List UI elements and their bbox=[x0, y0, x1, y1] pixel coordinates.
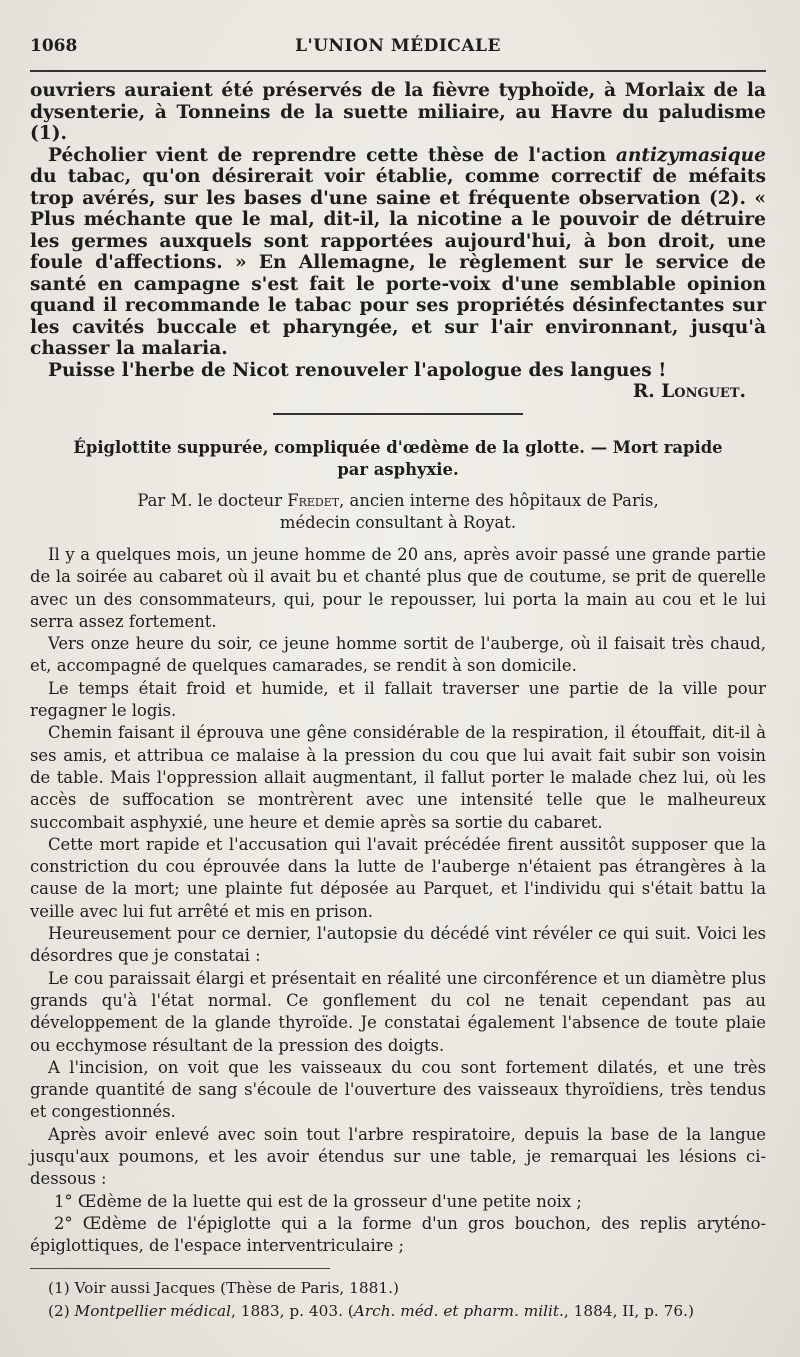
article-body bbox=[30, 544, 766, 1258]
author-name: Fredet bbox=[287, 491, 340, 510]
text-run: du tabac, qu'on désirerait voir établie, comme correctif de méfaits trop avérés, sur les bases d'une saine et fréquente observation (2). « Plus méchante que le mal, dit-il, la nicotine a le pouvoir de détruire les germes auxquels sont rapportées aujourd'hui, à bon droit, une foule d'affections. » En Allemagne, le règlement sur le service de santé en campagne s'est fait le porte-voix d'une semblable opinion quand il recommande le tabac pour ses propriétés désinfectantes sur les cavités buccale et pharyngée, et sur l'air environnant, jusqu'à chasser la malaria. bbox=[30, 166, 766, 359]
page-header bbox=[30, 36, 766, 70]
title-line: par asphyxie. bbox=[337, 460, 459, 479]
signature bbox=[30, 381, 766, 403]
byline-suffix: , ancien interne des hôpitaux de Paris, bbox=[339, 491, 659, 510]
text-run: , 1883, p. 403. ( bbox=[230, 1301, 354, 1320]
byline bbox=[30, 490, 766, 534]
footnotes bbox=[30, 1277, 766, 1323]
previous-article-end bbox=[30, 80, 766, 403]
emphasis: Arch. méd. et pharm. milit. bbox=[353, 1301, 564, 1320]
header-rule bbox=[30, 70, 766, 72]
text-run: (2) bbox=[48, 1301, 75, 1320]
paragraph: Le cou paraissait élargi et présentait en réalité une circonférence et un diamètre plus grands qu'à l'état normal. Ce gonflement du col ne tenait cependant pas au développement de la glande thyroïde. Je constatai également l'absence de toute plaie ou ecchymose résultant de la pression des doigts. bbox=[30, 968, 766, 1055]
paragraph: Il y a quelques mois, un jeune homme de 20 ans, après avoir passé une grande partie de la soirée au cabaret où il avait bu et chanté plus que de coutume, se prit de querelle avec un des consommateurs, qui, pour le repousser, lui porta la main au cou et le lui serra assez fortement. bbox=[30, 545, 766, 631]
paragraph: Heureusement pour ce dernier, l'autopsie du décédé vint révéler ce qui suit. Voici les désordres que je constatai : bbox=[30, 924, 766, 966]
paragraph: Après avoir enlevé avec soin tout l'arbre respiratoire, depuis la base de la langue jusqu'aux poumons, et les avoir étendus sur une table, je remarquai les lésions ci-dessous : bbox=[30, 1124, 766, 1189]
paragraph: Le temps était froid et humide, et il fallait traverser une partie de la ville pour regagner le logis. bbox=[30, 678, 766, 721]
paragraph: Puisse l'herbe de Nicot renouveler l'apologue des langues ! bbox=[48, 359, 667, 381]
emphasis: antizymasique bbox=[615, 144, 766, 166]
signature-name: R. Longuet. bbox=[632, 381, 746, 402]
paragraph: Vers onze heure du soir, ce jeune homme sortit de l'auberge, où il faisait très chaud, et, accompagné de quelques camarades, se rendit à son domicile. bbox=[30, 634, 766, 676]
section-separator bbox=[273, 413, 523, 415]
paragraph: ouvriers auraient été préservés de la fièvre typhoïde, à Morlaix de la dysenterie, à Tonneins de la suette miliaire, au Havre du paludisme (1). bbox=[30, 80, 766, 144]
byline-line2: médecin consultant à Royat. bbox=[279, 513, 517, 532]
article bbox=[30, 437, 766, 1258]
footnote: (1) Voir aussi Jacques (Thèse de Paris, 1881.) bbox=[48, 1278, 399, 1297]
paragraph: A l'incision, on voit que les vaisseaux du cou sont fortement dilatés, et une très grande quantité de sang s'écoule de l'ouverture des vaisseaux thyroïdiens, très tendus et congestionnés. bbox=[30, 1057, 766, 1122]
list-item: 2° Œdème de l'épiglotte qui a la forme d'un gros bouchon, des replis aryténo-épiglottiques, de l'espace interventriculaire ; bbox=[30, 1213, 766, 1256]
paragraph bbox=[30, 145, 766, 360]
footnote bbox=[30, 1300, 766, 1323]
article-title bbox=[30, 437, 766, 481]
byline-prefix: Par M. le docteur bbox=[137, 491, 288, 510]
emphasis: Montpellier médical bbox=[74, 1301, 231, 1320]
list-item: 1° Œdème de la luette qui est de la grosseur d'une petite noix ; bbox=[54, 1191, 582, 1211]
title-line: Épiglottite suppurée, compliquée d'œdème de la glotte. — Mort rapide bbox=[73, 438, 723, 457]
paragraph: Chemin faisant il éprouva une gêne considérable de la respiration, il étouffait, dit-il à ses amis, et attribua ce malaise à la pression du cou que lui avait fait subir son voisin de table. Mais l'oppression allait augmentant, il fallut porter le malade chez lui, où les accès de suffocation se montrèrent avec une intensité telle que le malheureux succombait asphyxié, une heure et demie après sa sortie du cabaret. bbox=[30, 723, 766, 832]
running-title: L'UNION MÉDICALE bbox=[295, 36, 501, 56]
paragraph: Cette mort rapide et l'accusation qui l'avait précédée firent aussitôt supposer que la constriction du cou éprouvée dans la lutte de l'auberge n'étaient pas étrangères à la cause de la mort; une plainte fut déposée au Parquet, et l'individu qui s'était battu la veille avec lui fut arrêté et mis en prison. bbox=[30, 834, 766, 921]
text-run: , 1884, II, p. 76.) bbox=[563, 1301, 694, 1320]
text-run: Pécholier vient de reprendre cette thèse de l'action bbox=[48, 144, 616, 166]
page-number: 1068 bbox=[30, 36, 78, 56]
footnote-rule bbox=[30, 1268, 330, 1269]
